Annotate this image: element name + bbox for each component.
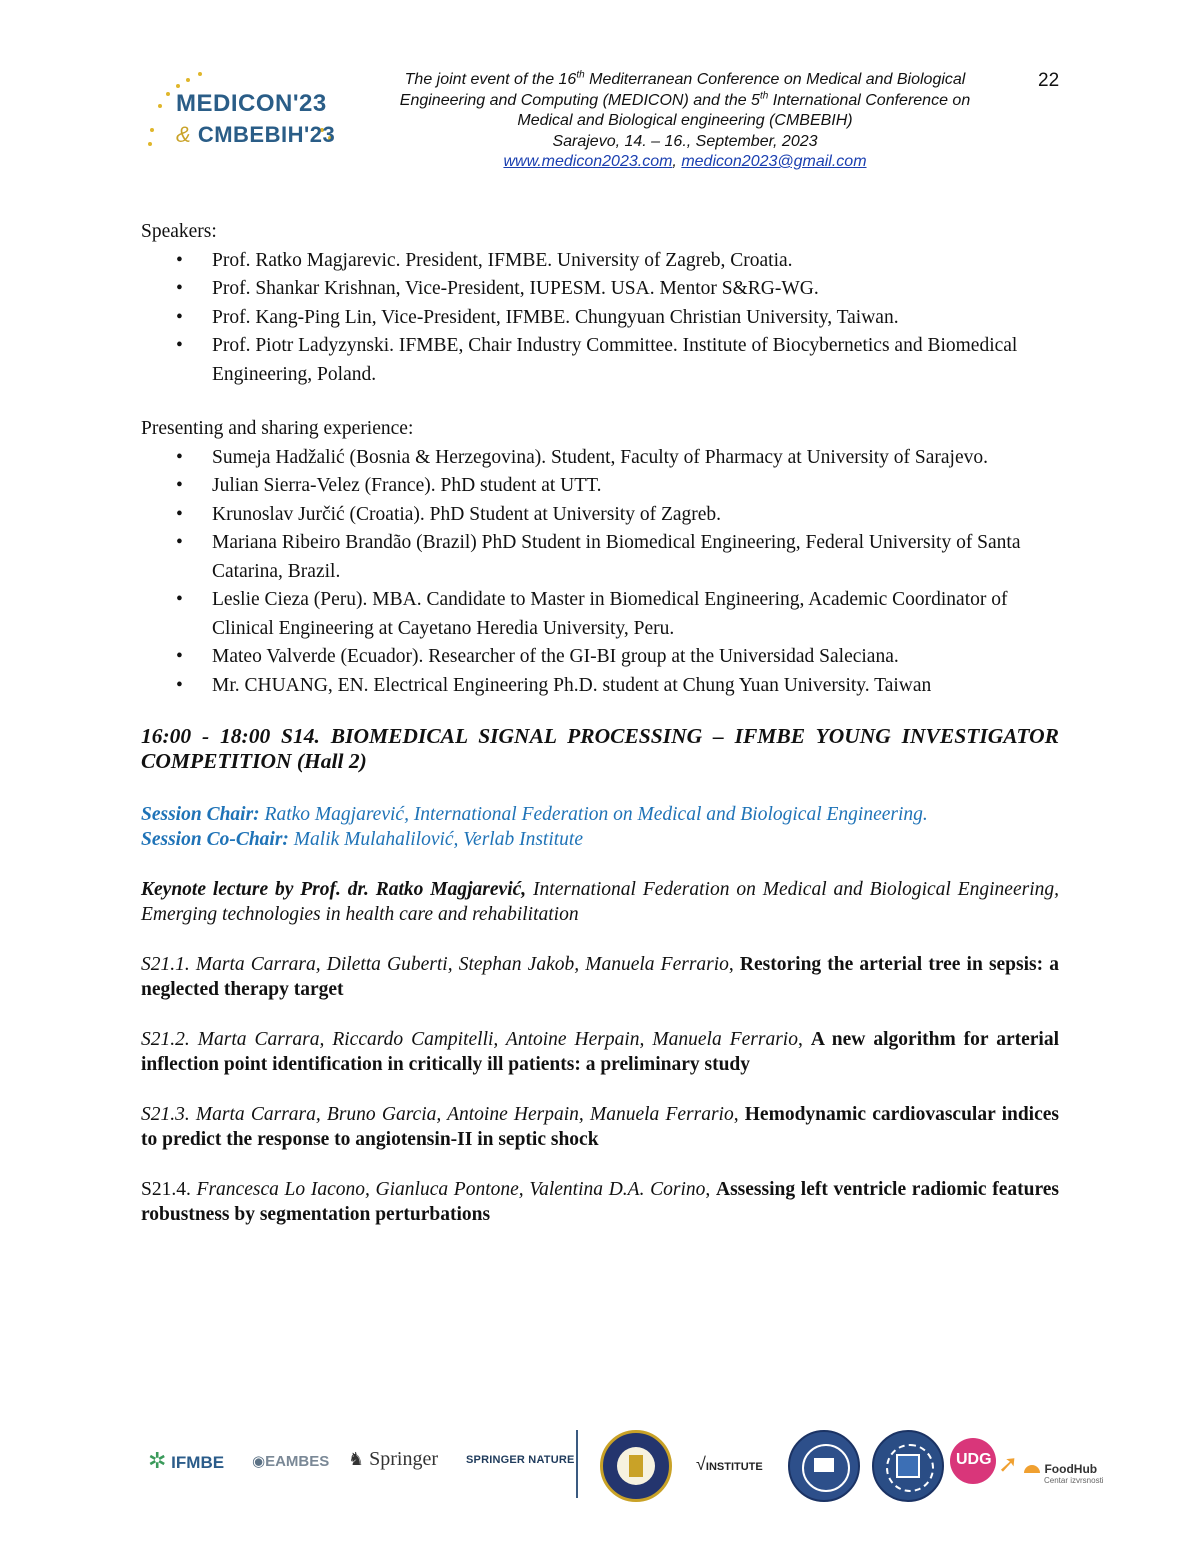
header-links: www.medicon2023.com, medicon2023@gmail.com bbox=[503, 153, 867, 170]
bullet-icon: • bbox=[176, 646, 183, 667]
paper-entry: S21.2. Marta Carrara, Riccardo Campitelli, Antoine Herpain, Manuela Ferrario, A new algorithm for arterial inflection point identification in critically ill patients: a preliminary study bbox=[141, 1029, 1059, 1075]
page-number: 22 bbox=[1038, 70, 1060, 91]
keynote-lecture: Keynote lecture by Prof. dr. Ratko Magjarević, International Federation on Medical and Biological Engineering, Emerging technologies in health care and rehabilitation bbox=[141, 879, 1059, 925]
paper-authors: S21.1. Marta Carrara, Diletta Guberti, Stephan Jakob, Manuela Ferrario bbox=[141, 954, 729, 975]
ifmbe-logo: ✲ IFMBE bbox=[148, 1448, 225, 1473]
list-item: • Prof. Piotr Ladyzynski. IFMBE, Chair Industry Committee. Institute of Biocybernetics and Biomedical Engineering, Poland. bbox=[141, 332, 1059, 389]
verlab-institute-logo: √INSTITUTE bbox=[696, 1454, 763, 1474]
logo-text-medicon: MEDICON'23 bbox=[176, 90, 327, 117]
session-cochair-value: Malik Mulahalilović, Verlab Institute bbox=[288, 829, 583, 850]
paper-entry: S21.1. Marta Carrara, Diletta Guberti, Stephan Jakob, Manuela Ferrario, Restoring the arterial tree in sepsis: a neglected therapy target bbox=[141, 954, 1059, 1000]
page-content bbox=[141, 218, 1059, 1227]
bullet-icon: • bbox=[176, 589, 183, 610]
paper-entry: S21.4. Francesca Lo Iacono, Gianluca Pontone, Valentina D.A. Corino, Assessing left ventricle radiomic features robustness by segmentation perturbations bbox=[141, 1179, 1059, 1225]
bullet-icon: • bbox=[176, 278, 183, 299]
paper-authors: S21.3. Marta Carrara, Bruno Garcia, Antoine Herpain, Manuela Ferrario bbox=[141, 1104, 734, 1125]
sarajevo-university-seal-icon bbox=[788, 1430, 860, 1502]
list-item: • Prof. Kang-Ping Lin, Vice-President, IFMBE. Chungyuan Christian University, Taiwan. bbox=[141, 304, 1059, 333]
header-line-3: Medical and Biological engineering (CMBEBIH) bbox=[517, 112, 853, 129]
paper-title: Assessing left ventricle radiomic features robustness by segmentation perturbations bbox=[141, 1179, 1059, 1225]
presenting-label: Presenting and sharing experience: bbox=[141, 418, 414, 439]
udg-logo: UDG bbox=[950, 1438, 996, 1484]
springer-logo: ♞ Springer bbox=[348, 1448, 439, 1470]
banja-luka-university-seal-icon bbox=[872, 1430, 944, 1502]
udg-arrow-icon: ➚ bbox=[998, 1450, 1019, 1478]
list-item: • Krunoslav Jurčić (Croatia). PhD Student at University of Zagreb. bbox=[141, 501, 1059, 530]
foodhub-logo: FoodHub Centar izvrsnosti bbox=[1024, 1460, 1104, 1485]
paper-id: S21.4. bbox=[141, 1179, 197, 1200]
bullet-icon: • bbox=[176, 249, 183, 271]
website-link[interactable]: www.medicon2023.com bbox=[503, 153, 673, 170]
speakers-label: Speakers: bbox=[141, 221, 217, 242]
presenting-list bbox=[141, 444, 1059, 701]
speakers-list bbox=[141, 247, 1059, 390]
list-item: • Sumeja Hadžalić (Bosnia & Herzegovina). Student, Faculty of Pharmacy at University of Sarajevo. bbox=[141, 444, 1059, 473]
sponsor-logos bbox=[140, 1430, 1125, 1510]
paper-title: A new algorithm for arterial inflection point identification in critically ill patients: a preliminary study bbox=[141, 1029, 1059, 1075]
springer-nature-logo: SPRINGER NATURE bbox=[466, 1454, 575, 1466]
session-title: 16:00 - 18:00 S14. BIOMEDICAL SIGNAL PROCESSING – IFMBE YOUNG INVESTIGATOR COMPETITION (Hall 2) bbox=[141, 724, 1059, 773]
list-item: • Julian Sierra-Velez (France). PhD student at UTT. bbox=[141, 472, 1059, 501]
paper-title: Restoring the arterial tree in sepsis: a neglected therapy target bbox=[141, 954, 1059, 1000]
paper-authors: Francesca Lo Iacono, Gianluca Pontone, Valentina D.A. Corino bbox=[196, 1179, 706, 1200]
session-chair-label: Session Chair: bbox=[141, 804, 260, 825]
paper-authors: S21.2. Marta Carrara, Riccardo Campitelli, Antoine Herpain, Manuela Ferrario bbox=[141, 1029, 798, 1050]
list-item: • Prof. Ratko Magjarevic. President, IFMBE. University of Zagreb, Croatia. bbox=[141, 247, 1059, 276]
session-chairs bbox=[141, 802, 1059, 852]
email-link[interactable]: medicon2023@gmail.com bbox=[681, 153, 867, 170]
header-line-4: Sarajevo, 14. – 16., September, 2023 bbox=[552, 132, 818, 150]
list-item: • Prof. Shankar Krishnan, Vice-President, IUPESM. USA. Mentor S&RG-WG. bbox=[141, 275, 1059, 304]
conference-logo bbox=[140, 66, 340, 156]
logo-text-cmbebih: & CMBEBIH'23 bbox=[176, 122, 336, 147]
bullet-icon: • bbox=[176, 503, 183, 525]
list-item: • Leslie Cieza (Peru). MBA. Candidate to Master in Biomedical Engineering, Academic Coordinator of Clinical Engineering at Cayetano Heredia University, Peru. bbox=[141, 586, 1059, 643]
divider bbox=[576, 1430, 578, 1498]
list-item: • Mateo Valverde (Ecuador). Researcher of the GI-BI group at the Universidad Saleciana. bbox=[141, 643, 1059, 672]
bullet-icon: • bbox=[176, 446, 183, 468]
header-line-1: The joint event of the 16th Mediterranean Conference on Medical and Biological bbox=[404, 69, 966, 88]
bullet-icon: • bbox=[176, 674, 183, 696]
bullet-icon: • bbox=[176, 335, 183, 356]
eambes-logo: ◉EAMBES bbox=[252, 1453, 330, 1470]
bullet-icon: • bbox=[176, 532, 183, 553]
bullet-icon: • bbox=[176, 306, 183, 328]
paper-entry: S21.3. Marta Carrara, Bruno Garcia, Antoine Herpain, Manuela Ferrario, Hemodynamic cardiovascular indices to predict the response to angiotensin-II in septic shock bbox=[141, 1104, 1059, 1150]
bullet-icon: • bbox=[176, 475, 183, 496]
list-item: • Mr. CHUANG, EN. Electrical Engineering Ph.D. student at Chung Yuan University. Taiwan bbox=[141, 672, 1059, 701]
list-item: • Mariana Ribeiro Brandão (Brazil) PhD Student in Biomedical Engineering, Federal University of Santa Catarina, Brazil. bbox=[141, 529, 1059, 586]
session-chair-value: Ratko Magjarević, International Federation on Medical and Biological Engineering. bbox=[259, 804, 928, 825]
header-line-2: Engineering and Computing (MEDICON) and the 5th International Conference on bbox=[399, 90, 971, 109]
conference-header bbox=[350, 70, 1020, 173]
university-seal-icon bbox=[600, 1430, 672, 1502]
session-cochair-label: Session Co-Chair: bbox=[141, 829, 289, 850]
paper-title: Hemodynamic cardiovascular indices to predict the response to angiotensin-II in septic shock bbox=[141, 1104, 1059, 1150]
